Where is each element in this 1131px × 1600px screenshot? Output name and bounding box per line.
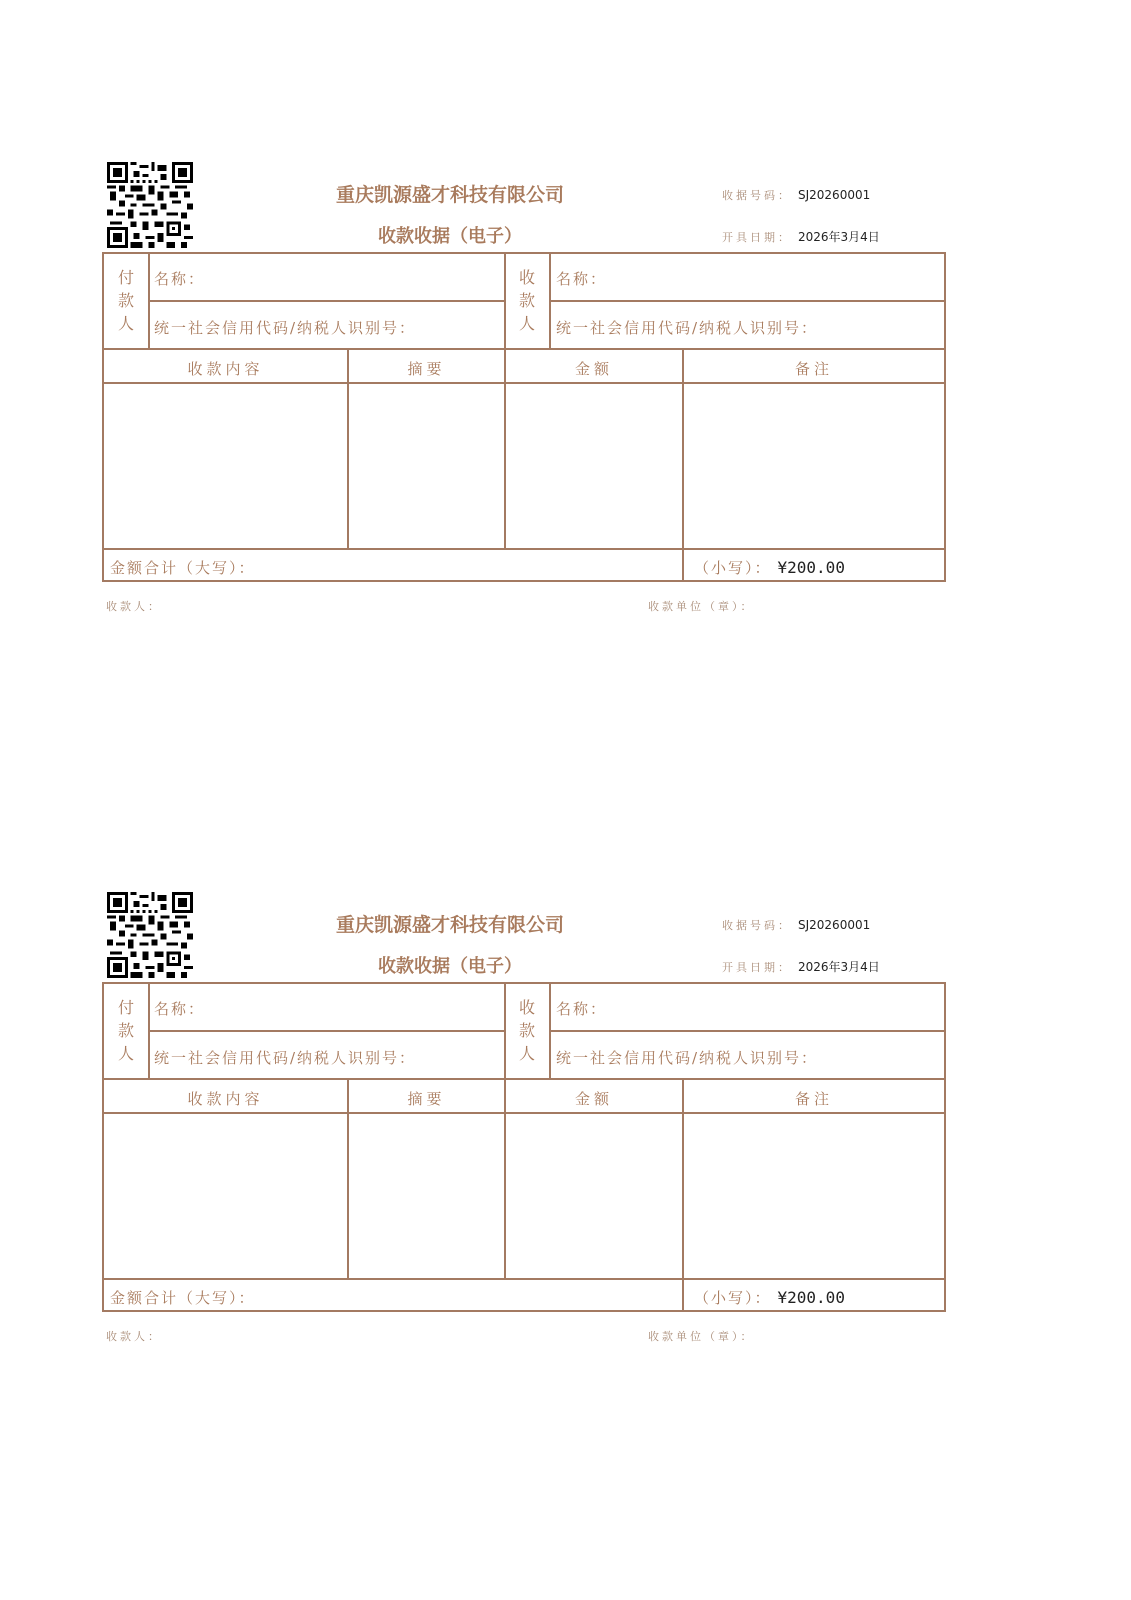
divider — [148, 300, 504, 302]
payer-label-char: 款 — [117, 1021, 134, 1040]
payer-label — [104, 996, 148, 1065]
payee-tax-id-label: 统一社会信用代码/纳税人识别号： — [556, 1049, 819, 1067]
payee-label — [505, 996, 549, 1065]
divider — [148, 1030, 504, 1032]
divider — [148, 254, 150, 350]
column-header-amount: 金额 — [574, 360, 613, 378]
divider — [682, 1078, 684, 1312]
payer-label-char: 款 — [117, 291, 134, 310]
payee-name-label: 名称： — [556, 1000, 608, 1018]
payer-tax-id-label: 统一社会信用代码/纳税人识别号： — [154, 1049, 417, 1067]
column-header-content: 收款内容 — [187, 1090, 264, 1108]
company-name: 重庆凯源盛才科技有限公司 — [335, 914, 564, 936]
receiving-unit-label: 收款单位（章）： — [648, 600, 755, 613]
divider — [104, 1112, 944, 1114]
payer-label-char: 人 — [117, 1044, 134, 1063]
divider — [104, 1278, 944, 1280]
column-header-content: 收款内容 — [187, 360, 264, 378]
document-title: 收款收据（电子） — [378, 956, 522, 977]
payer-tax-id-label: 统一社会信用代码/纳税人识别号： — [154, 319, 417, 337]
issue-date-label: 开具日期： — [722, 961, 792, 974]
payer-label-char: 付 — [117, 998, 134, 1017]
payee-label-char: 款 — [518, 1021, 535, 1040]
total-lowercase-label: （小写）： — [694, 559, 772, 577]
divider — [104, 348, 944, 350]
total-uppercase-label: 金额合计（大写）： — [110, 559, 256, 577]
payee-label-char: 人 — [518, 1044, 535, 1063]
receipt-number-value: SJ20260001 — [798, 188, 871, 202]
column-header-summary: 摘要 — [407, 1090, 446, 1108]
issue-date-value: 2026年3月4日 — [798, 230, 880, 244]
payer-label — [104, 266, 148, 335]
column-header-remark: 备注 — [794, 1090, 833, 1108]
total-lowercase-value: ¥200.00 — [777, 558, 845, 577]
issue-date-label: 开具日期： — [722, 231, 792, 244]
divider — [551, 1030, 946, 1032]
payee-tax-id-label: 统一社会信用代码/纳税人识别号： — [556, 319, 819, 337]
qr-code-icon — [107, 162, 193, 248]
total-uppercase-label: 金额合计（大写）： — [110, 1289, 256, 1307]
column-header-remark: 备注 — [794, 360, 833, 378]
divider — [549, 984, 551, 1080]
receipt-1 — [0, 0, 1131, 613]
divider — [551, 300, 946, 302]
receiver-label: 收款人： — [106, 600, 162, 613]
receipt-number-label: 收据号码： — [722, 919, 792, 932]
payer-name-label: 名称： — [154, 270, 206, 288]
divider — [682, 348, 684, 582]
receipt-number — [722, 917, 870, 933]
total-lowercase — [694, 557, 845, 578]
receipt-table — [102, 252, 946, 582]
divider — [549, 254, 551, 350]
issue-date — [722, 228, 880, 245]
payee-label-char: 收 — [518, 998, 535, 1017]
receipt-table — [102, 982, 946, 1312]
payee-name-label: 名称： — [556, 270, 608, 288]
divider — [148, 984, 150, 1080]
company-name: 重庆凯源盛才科技有限公司 — [335, 184, 564, 206]
receipt-number-label: 收据号码： — [722, 189, 792, 202]
total-lowercase-value: ¥200.00 — [777, 1288, 845, 1307]
payee-label-char: 款 — [518, 291, 535, 310]
receipt-number-value: SJ20260001 — [798, 918, 871, 932]
issue-date-value: 2026年3月4日 — [798, 960, 880, 974]
document-title: 收款收据（电子） — [378, 226, 522, 247]
receiver-label: 收款人： — [106, 1330, 162, 1343]
issue-date — [722, 958, 880, 975]
payee-label-char: 人 — [518, 314, 535, 333]
receiving-unit-label: 收款单位（章）： — [648, 1330, 755, 1343]
total-lowercase-label: （小写）： — [694, 1289, 772, 1307]
qr-code-icon — [107, 892, 193, 978]
payer-name-label: 名称： — [154, 1000, 206, 1018]
total-lowercase — [694, 1287, 845, 1308]
divider — [104, 1078, 944, 1080]
column-header-amount: 金额 — [574, 1090, 613, 1108]
divider — [104, 382, 944, 384]
payee-label — [505, 266, 549, 335]
column-header-summary: 摘要 — [407, 360, 446, 378]
payer-label-char: 人 — [117, 314, 134, 333]
receipt-number — [722, 187, 870, 203]
divider — [104, 548, 944, 550]
receipt-2 — [0, 730, 1131, 1343]
payee-label-char: 收 — [518, 268, 535, 287]
payer-label-char: 付 — [117, 268, 134, 287]
